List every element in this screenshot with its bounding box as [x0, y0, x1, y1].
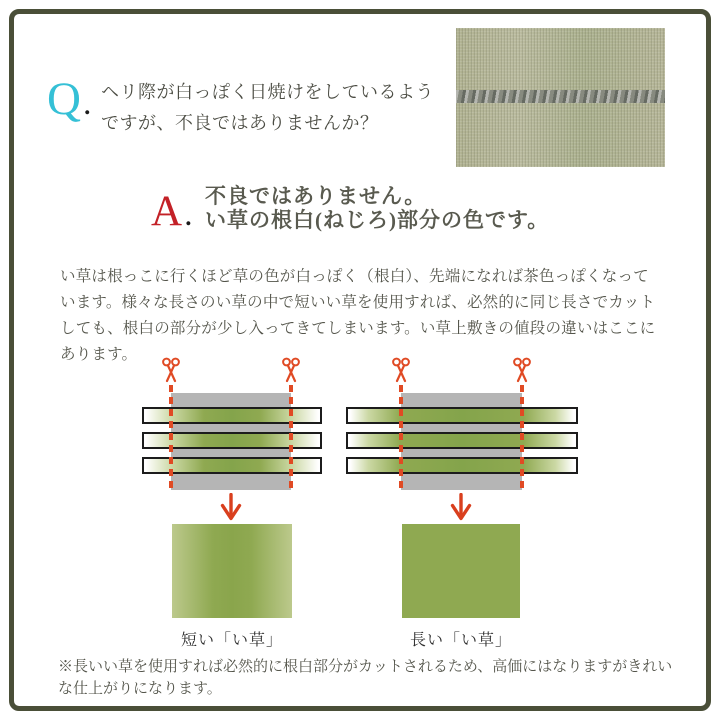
result-swatch-long-grass — [402, 524, 520, 618]
down-arrow-icon — [219, 493, 243, 521]
cut-diagram-short-grass — [142, 355, 322, 498]
answer-marker — [151, 190, 193, 233]
question-letter: Q — [47, 73, 81, 125]
question-marker — [47, 73, 92, 125]
grass-strip — [346, 432, 578, 449]
question-line-2: ですが、不良ではありませんか？ — [101, 113, 379, 133]
cut-diagram-long-grass — [346, 355, 578, 498]
cut-dashed-line — [399, 385, 403, 493]
grass-strip — [346, 407, 578, 424]
question-marker-dot: . — [82, 85, 92, 122]
cut-dashed-line — [169, 385, 173, 493]
tatami-closeup-photo — [456, 28, 665, 167]
short-grass-label: 短い「い草」 — [180, 632, 283, 649]
question-text — [101, 77, 434, 139]
cut-dashed-line — [289, 385, 293, 493]
bottom-note: ※長いい草を使用すれば必然的に根白部分がカットされるため、高価にはなりますがきれいな仕上がりになります。 — [58, 659, 673, 697]
cut-dashed-line — [520, 385, 524, 493]
scissors-icon — [161, 357, 181, 383]
grass-strip — [346, 457, 578, 474]
scissors-icon — [391, 357, 411, 383]
tatami-seam-band — [456, 90, 665, 103]
answer-letter: A — [151, 188, 183, 235]
scissors-icon — [512, 357, 532, 383]
body-paragraph: い草は根っこに行くほど草の色が白っぽく（根白）、先端になれば茶色っぽくなっています。様々な長さのい草の中で短いい草を使用すれば、必然的に同じ長さでカットしても、根白の部分が少し入ってきてしまいます。い草上敷きの値段の違いはここにあります。 — [60, 268, 656, 363]
result-swatch-short-grass — [172, 524, 292, 618]
answer-line-2: い草の根白(ねじろ)部分の色です。 — [205, 208, 550, 232]
question-line-1: ヘリ際が白っぽく日焼けをしているよう — [101, 82, 434, 102]
answer-line-1: 不良ではありません。 — [205, 184, 427, 208]
scissors-icon — [281, 357, 301, 383]
long-grass-label: 長い「い草」 — [409, 632, 512, 649]
answer-marker-dot: . — [184, 196, 193, 233]
down-arrow-icon — [449, 493, 473, 521]
answer-text — [205, 184, 549, 232]
